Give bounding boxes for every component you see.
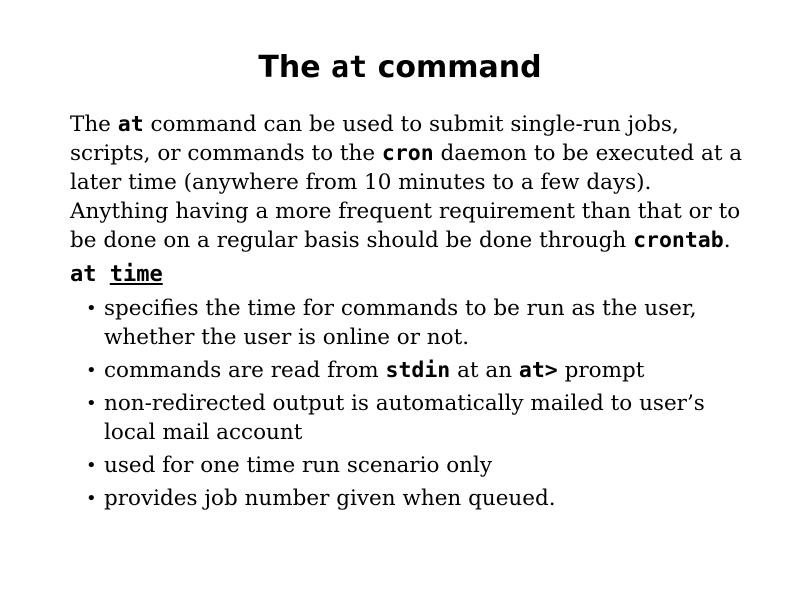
bullet-item bbox=[86, 389, 750, 447]
syntax-line bbox=[70, 260, 750, 289]
bullet-item bbox=[86, 356, 750, 385]
bullet-code-prompt: at> bbox=[518, 358, 558, 383]
bullet-icon: • bbox=[86, 298, 97, 319]
intro-text-3: daemon to be executed at a later time (anywhere from 10 minutes to a few days). Anything having a more frequent requirement than that or to be done on a regular basis should be done through bbox=[70, 141, 743, 253]
bullet-text: used for one time run scenario only bbox=[104, 453, 493, 478]
bullet-icon: • bbox=[86, 360, 97, 381]
bullet-text: specifies the time for commands to be run as the user, whether the user is online or not. bbox=[104, 296, 697, 350]
intro-text-4: . bbox=[723, 228, 731, 253]
intro-code-crontab: crontab bbox=[633, 228, 724, 253]
title-prefix: The bbox=[258, 50, 332, 85]
bullet-icon: • bbox=[86, 393, 97, 414]
bullet-icon: • bbox=[86, 488, 97, 509]
intro-text-1: The bbox=[70, 112, 118, 137]
title-suffix: command bbox=[367, 50, 542, 85]
intro-code-cron: cron bbox=[381, 141, 434, 166]
bullet-item bbox=[86, 294, 750, 352]
bullet-list bbox=[70, 294, 750, 513]
slide-body bbox=[70, 110, 750, 517]
bullet-text-2: at an bbox=[450, 358, 519, 383]
bullet-text: provides job number given when queued. bbox=[104, 486, 556, 511]
title-code: at bbox=[331, 50, 368, 85]
bullet-item bbox=[86, 451, 750, 480]
intro-paragraph bbox=[70, 110, 750, 255]
bullet-text: non-redirected output is automatically mailed to user’s local mail account bbox=[104, 391, 705, 445]
intro-code-at: at bbox=[117, 112, 144, 137]
intro-text-2: command can be used to submit single-run jobs, scripts, or commands to the bbox=[70, 112, 679, 166]
bullet-text-1: commands are read from bbox=[104, 358, 386, 383]
syntax-argument: time bbox=[109, 262, 163, 287]
bullet-text-3: prompt bbox=[557, 358, 645, 383]
bullet-code-stdin: stdin bbox=[385, 358, 451, 383]
slide-title bbox=[0, 50, 800, 86]
bullet-icon: • bbox=[86, 455, 97, 476]
syntax-command: at bbox=[70, 262, 97, 287]
bullet-item bbox=[86, 484, 750, 513]
